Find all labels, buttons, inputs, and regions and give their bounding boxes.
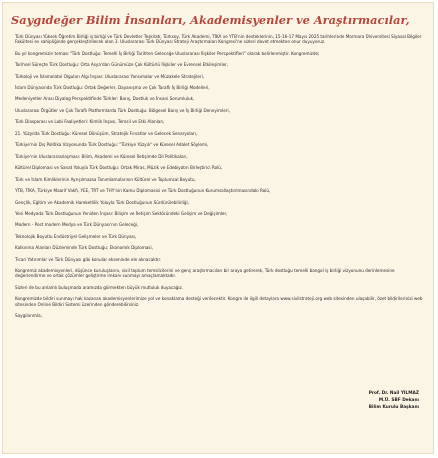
topic-item: Türkoloji ve İslamolatol Olguları Algı İnşası: Uluslararası Yansımalar ve Müzakele Stratejileri,	[15, 73, 205, 79]
letter-body	[15, 34, 423, 318]
topic-item: Kalkınma Alanları Düzleminde Türk Dostluğu: Ekonomik Diplomasi,	[15, 245, 153, 251]
topic-item: Medeniyetler Arası Diyalog Perspektifinde Türkler: Barış, Dostluk ve İnsani Sorumluluk,	[15, 96, 195, 102]
topic-item: Modern - Post modern Medya ve Türk Dünyası'nın Geleceği,	[15, 222, 139, 228]
signature-block	[369, 390, 419, 412]
invitation-letter	[2, 2, 434, 454]
topic-item: Türk ve İslam Kimliklerinin Ayrışılmazsa Tanımlamalarının Kültürel ve Toplumsal Boyutu,	[15, 176, 196, 182]
topic-item: Gençlik, Eğitim ve Akademik Hareketlilik Yoluyla Türk Dostluğunun Sürdürülebilirliği,	[15, 199, 189, 205]
topic-item: Ticari Yatırımlar ve Türk Dünyası gibi konular ekseninde ele alınacaktır.	[15, 256, 162, 262]
intro-paragraph: Türk Dünyası Yüksek Öğretim Birliği iş birliği ve Türk Devletler Teşkilatı, Türksoy, Türk Akademi, TİKA ve YTB'nin desteklerinin, 15-16-17 Mayıs 2025 tarihlerinde Marmara Üniversitesi Siyasal Bilgiler Fakültesi ev sahipliğinde gerçekleştirilecek olan 3. Uluslararası Türk Dünyası Strateji Araştırmaları Kongresi'ne sizleri davet etmekten onur duyuyoruz.	[15, 34, 422, 45]
topic-item: Türkiye'nin Uluslararasılaşması: Bilim, Akademi ve Küresel İletişimde Dil Politikaları,	[15, 153, 188, 159]
support-paragraph: Kongremizde bildiri sunmayı hak kazanan akademisyenlerimize yol ve konaklama desteği verilecektir. Kongre ile ilgili detaylara www.sivilstrateji.org web sitesinden ulaşabilir, özet bildirilerinizi web sitesinden Online Bildiri Sistemi üzerinden gönderebilirsiniz.	[15, 296, 423, 307]
topic-item: Tarihsel Süreçte Türk Dostluğu: Orta Asya'dan Günümüze Çok Kültürlü İlişkiler ve Evrensel Etkileşimler,	[15, 62, 229, 68]
aims-paragraph: Kongremiz akademisyenleri, düşünce kuruluşlarını, sivil toplum temsilcilerini ve genç araştırmacıları bir araya getirerek, Türk dostluğu temelli bangol iş birliği vizyonunu derinlemesine değerlendirme ve ortak çözümler geliştirme imkanı sunmayı amaçlamaktadır.	[15, 268, 395, 279]
theme-paragraph: Bu yıl kongremizin teması "Türk Dostluğu: Temelli İş Birliği Tarihten Geleceğe Uluslararası İlişkiler Perspektifleri" olarak belirlenmiştir. Kongremizde;	[15, 50, 320, 56]
topic-item: Türkiye'nin Dış Politika Vizyonunda Türk Dostluğu: "Türkiye Yüzyılı" ve Küresel Adalet Söylemi,	[15, 142, 209, 148]
letter-title: Saygıdeğer Bilim İnsanları, Akademisyenler ve Araştırmacılar,	[11, 13, 410, 27]
topic-item: Kültürel Diplomasi ve Sanat Yoluyla Türk Dostluğu: Ortak Miras, Müzik ve Edebiyatın Birleştirici Rolü,	[15, 165, 223, 171]
topic-item: 21. Yüzyılda Türk Dostluğu: Küresel Dönüşüm, Stratejik Fırsatlar ve Gelecek Senaryoları,	[15, 130, 198, 136]
topic-item: Teknolojik Boyutlu Endüstriyel Gelişmeler ve Türk Dünyası,	[15, 233, 137, 239]
topic-item: Türk Diasporası ve Lobi Faaliyetleri: Kimlik İnşası, Temsil ve Etki Alanları,	[15, 119, 165, 125]
topic-item: Uluslararası Örgütler ve Çok Taraflı Platformlarda Türk Dostluğu: Bölgesel Barış ve İş Birliği Deneyimleri,	[15, 107, 230, 113]
signer-name: Prof. Dr. Nail YILMAZ	[368, 391, 419, 396]
closing-line: Saygılarımla,	[15, 313, 42, 319]
topic-item: Yeni Medyada Türk Dostluğunun Yeniden İnşası: Bilişim ve İletişim Sektöründeki Gelişim ve Değişimler,	[15, 211, 228, 216]
topic-item: YTB, TİKA, Türkiye Maarif Vakfı, YEE, TRT ve THY'nin Kamu Diplomasisi ve Türk Dostluğunun Kurumsallaştırılmasındaki Rolü,	[15, 188, 271, 194]
signer-position: M.Ü. SBF Dekanı	[378, 398, 419, 404]
welcome-paragraph: Sizleri de bu anlamlı buluşmada aramızda görmekten büyük mutluluk duyacağız.	[15, 284, 184, 290]
topic-item: İslam Dünyasında Türk Dostluğu: Ortak Değerler, Dayanışma ve Çok Taraflı İş Birliği Modelleri,	[15, 85, 210, 91]
signer-role: Bilim Kurulu Başkanı	[368, 405, 419, 411]
